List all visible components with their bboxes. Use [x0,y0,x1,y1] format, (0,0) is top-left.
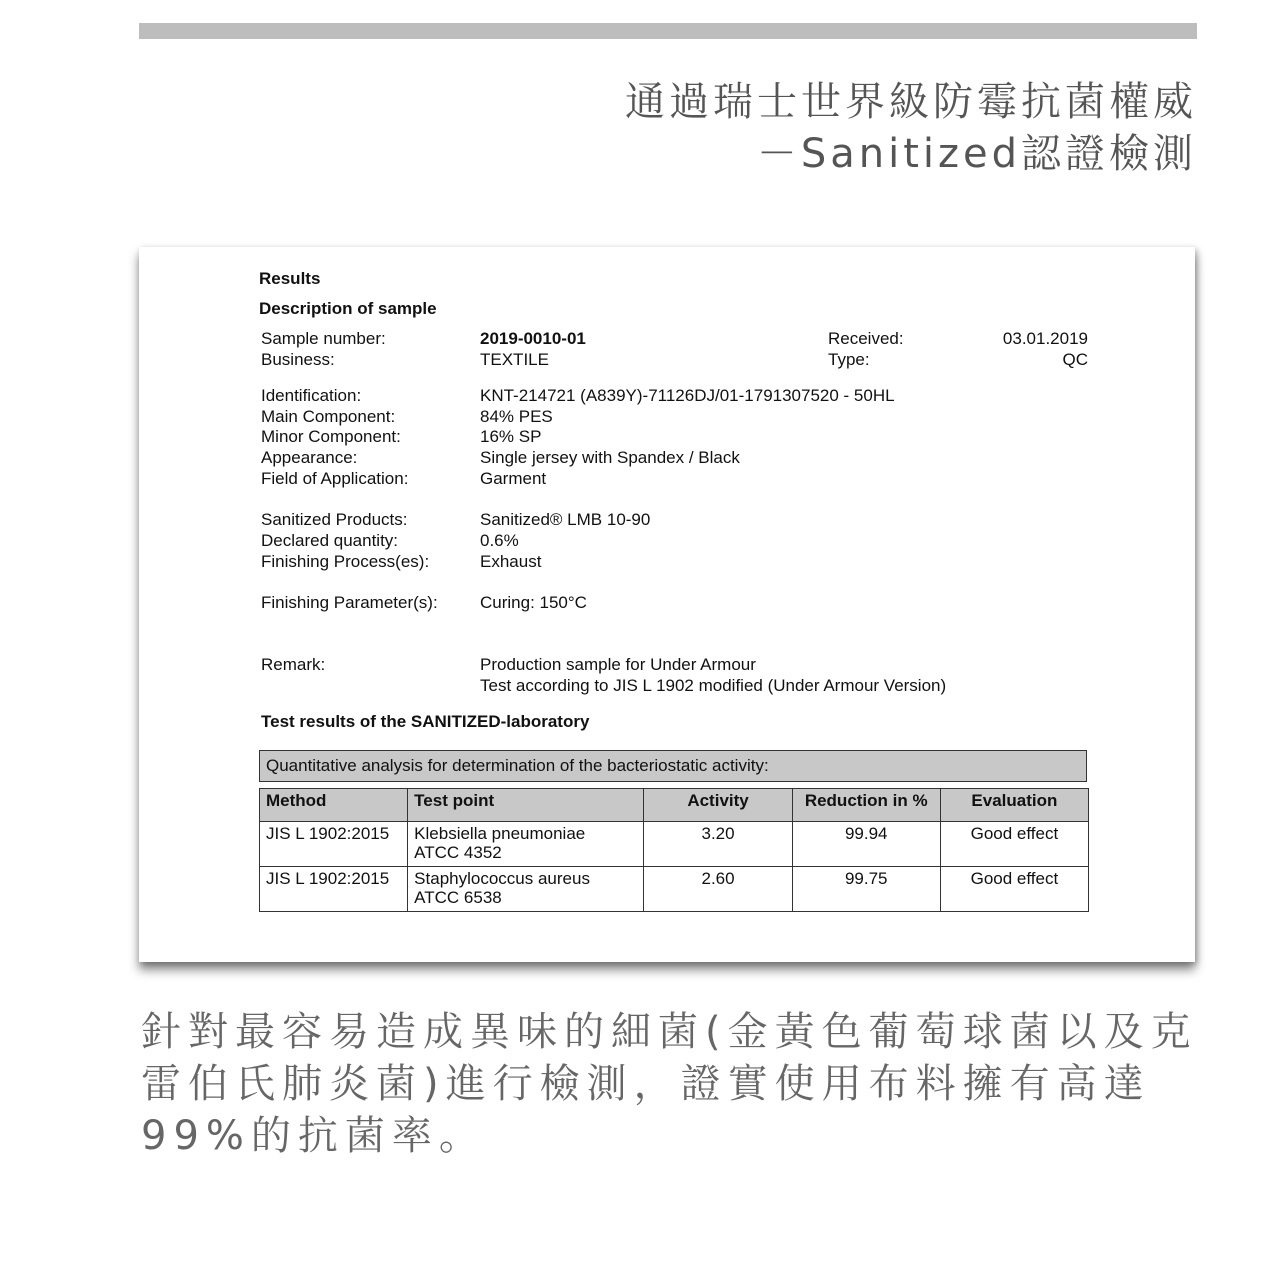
quantitative-analysis-title: Quantitative analysis for determination of the bacteriostatic activity: [259,750,1087,782]
test-report-document [139,247,1195,962]
method-cell: JIS L 1902:2015 [260,867,408,912]
minor-component-label: Minor Component: [261,427,401,446]
test-point-organism: Staphylococcus aureus [414,869,590,888]
page-heading [625,76,1197,180]
appearance-label: Appearance: [261,448,358,467]
type-label: Type: [828,350,870,369]
method-cell: JIS L 1902:2015 [260,822,408,867]
identification-value: KNT-214721 (A839Y)-71126DJ/01-1791307520 - 50HL [480,386,895,405]
test-point-organism: Klebsiella pneumoniae [414,824,586,843]
business-value: TEXTILE [480,350,549,369]
col-reduction: Reduction in % [792,789,940,822]
activity-cell: 3.20 [644,822,792,867]
received-label: Received: [828,329,904,348]
col-test-point: Test point [408,789,644,822]
remark-line-1: Production sample for Under Armour [480,655,756,674]
test-point-cell [408,867,644,912]
caption-text: 針對最容易造成異味的細菌(金黃色葡萄球菌以及克雷伯氏肺炎菌)進行檢測，證實使用布料擁有高達99%的抗菌率。 [141,1009,1198,1159]
appearance-value: Single jersey with Spandex / Black [480,448,740,467]
top-divider-bar [139,23,1197,39]
declared-quantity-label: Declared quantity: [261,531,399,550]
finishing-parameter-value: Curing: 150°C [480,593,587,612]
sanitized-products-label: Sanitized Products: [261,510,408,529]
test-point-cell [408,822,644,867]
results-table [259,788,1089,912]
finishing-parameter-label: Finishing Parameter(s): [261,593,438,612]
reduction-cell: 99.94 [792,822,940,867]
col-method: Method [260,789,408,822]
field-of-application-value: Garment [480,469,547,488]
description-heading: Description of sample [259,299,437,318]
sample-number-label: Sample number: [261,329,386,348]
finishing-process-label: Finishing Process(es): [261,552,430,571]
reduction-cell: 99.75 [792,867,940,912]
identification-label: Identification: [261,386,362,405]
remark-label: Remark: [261,655,326,674]
field-of-application-label: Field of Application: [261,469,409,488]
type-value: QC [1062,350,1088,369]
evaluation-cell: Good effect [940,867,1088,912]
finishing-process-value: Exhaust [480,552,542,571]
results-heading: Results [259,269,321,288]
declared-quantity-value: 0.6% [480,531,519,550]
business-label: Business: [261,350,335,369]
main-component-label: Main Component: [261,407,396,426]
sanitized-products-value: Sanitized® LMB 10-90 [480,510,651,529]
table-header-row [260,789,1089,822]
remark-line-2: Test according to JIS L 1902 modified (Under Armour Version) [480,676,947,695]
test-point-strain: ATCC 4352 [414,843,502,862]
table-row [260,867,1089,912]
heading-line-2: －Sanitized認證檢測 [756,131,1197,177]
sample-number-value: 2019-0010-01 [480,329,586,348]
evaluation-cell: Good effect [940,822,1088,867]
col-activity: Activity [644,789,792,822]
received-value: 03.01.2019 [1002,329,1088,348]
minor-component-value: 16% SP [480,427,542,446]
heading-line-1: 通過瑞士世界級防霉抗菌權威 [625,79,1197,125]
activity-cell: 2.60 [644,867,792,912]
col-evaluation: Evaluation [940,789,1088,822]
test-point-strain: ATCC 6538 [414,888,502,907]
table-row [260,822,1089,867]
main-component-value: 84% PES [480,407,553,426]
test-results-heading: Test results of the SANITIZED-laboratory [261,712,590,731]
